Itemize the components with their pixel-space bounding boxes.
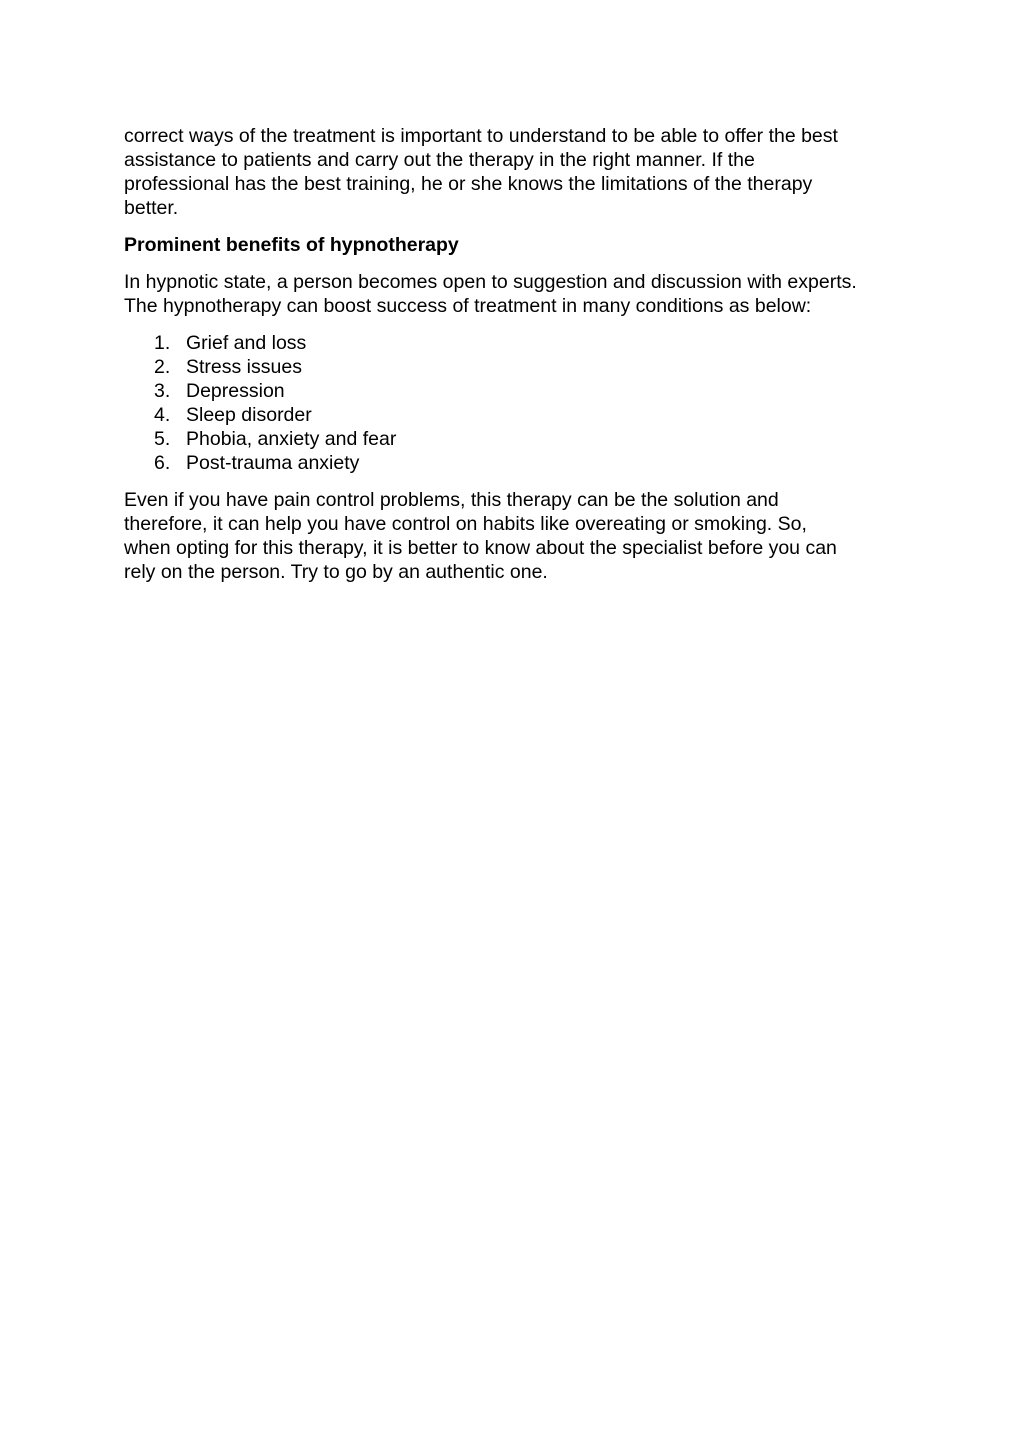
list-item <box>124 331 904 355</box>
list-item <box>124 427 904 451</box>
list-item-number: 5. <box>154 428 171 450</box>
paragraph-line: when opting for this therapy, it is better to know about the specialist before you can <box>124 537 837 559</box>
list-item-number: 4. <box>154 404 171 426</box>
paragraph-line: correct ways of the treatment is important to understand to be able to offer the best <box>124 125 838 147</box>
benefits-list <box>124 331 904 475</box>
list-item-text: Depression <box>186 380 285 402</box>
paragraph-line: rely on the person. Try to go by an authentic one. <box>124 561 548 583</box>
document-body <box>124 124 904 584</box>
list-item-number: 3. <box>154 380 171 402</box>
list-item-text: Stress issues <box>186 356 302 378</box>
lead-paragraph <box>124 270 904 318</box>
list-item-number: 2. <box>154 356 171 378</box>
paragraph-line: better. <box>124 197 179 219</box>
paragraph-line: professional has the best training, he or she knows the limitations of the therapy <box>124 173 813 195</box>
list-item <box>124 403 904 427</box>
paragraph-line: The hypnotherapy can boost success of treatment in many conditions as below: <box>124 295 812 317</box>
list-item-text: Sleep disorder <box>186 404 312 426</box>
intro-paragraph <box>124 124 904 220</box>
section-heading: Prominent benefits of hypnotherapy <box>124 234 459 256</box>
paragraph-line: In hypnotic state, a person becomes open to suggestion and discussion with experts. <box>124 271 857 293</box>
paragraph-line: Even if you have pain control problems, this therapy can be the solution and <box>124 489 779 511</box>
paragraph-line: therefore, it can help you have control on habits like overeating or smoking. So, <box>124 513 807 535</box>
list-item-number: 6. <box>154 452 171 474</box>
list-item-number: 1. <box>154 332 171 354</box>
list-item-text: Post-trauma anxiety <box>186 452 360 474</box>
list-item <box>124 451 904 475</box>
paragraph-line: assistance to patients and carry out the therapy in the right manner. If the <box>124 149 755 171</box>
closing-paragraph <box>124 488 904 584</box>
list-item <box>124 355 904 379</box>
list-item-text: Grief and loss <box>186 332 307 354</box>
list-item-text: Phobia, anxiety and fear <box>186 428 397 450</box>
list-item <box>124 379 904 403</box>
